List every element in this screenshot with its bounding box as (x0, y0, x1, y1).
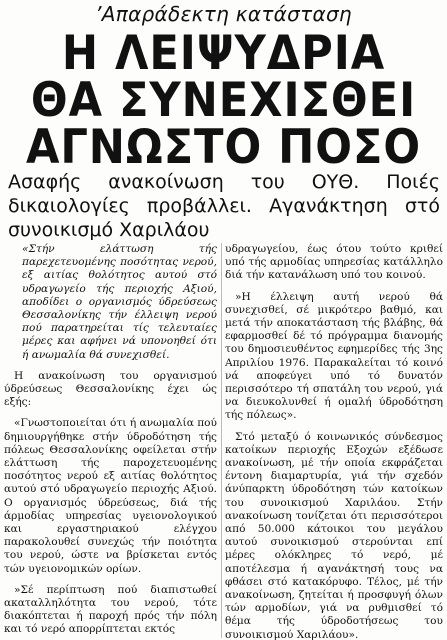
headline-line-2: ΘΑ ΣΥΝΕΧΙΣΘΕΙ (30, 73, 417, 128)
headline-line-1: Η ΛΕΙΨΥΔΡΙΑ (61, 26, 386, 81)
body-paragraph: «Γνωστοποιείται ότι ή ανωμαλία πού δημιουργήθηκε στήν ύδροδότηση τής πόλεως Θεσσαλονίκης οφείλεται στήν ελάττωση τής παροχετευομένης ποσότητος νερού εξ αιτίας θολότητος αυτού στό υδραγωγείο περιοχής Αξιού. Ο οργανισμός ύδρεύσεως, διά τής άρμοδίας υπηρεσίας υγειονολογικού και εργαστηριακού ελέγχου παρακολουθεί συνεχώς τήν ποιότητα του νερού, ώστε να βρίσκεται εντός τών υγειονομικών ορίων. (4, 417, 217, 575)
lead-paragraph: «Στήν ελάττωση τής παρεχετευομένης ποσότητας νερού, εξ αιτίας θολότητος αυτού στό υδραγωγείο τής περιοχής Αξιού, αποδίδει ο οργανισμός ύδρεύσεως Θεσσαλονίκης τήν έλλειψη νερού πού παρατηρείται τίς τελευταίες μέρες και αφήνει νά υπονοηθεί ότι ή ανωμαλία θά συνεχισθεί. (22, 243, 217, 361)
body-paragraph: »Η έλλειψη αυτή νερού θά συνεχισθεί, σέ μικρότερο βαθμό, και μετά τήν αποκατάσταση τής βλάβης, θά εφαρμοσθεί δέ τό πρόγραμμα διανομής του δημοσιευθέντος εφημερίδες τής 3ης Απριλίου 1976. Παρακαλείται τό κοινό νά αποφεύγει υπό τό δυνατόν περισσότερο τή σπατάλη του νερού, γιά να διευκολυνθεί ή ομαλή ύδροδότηση τής πόλεως». (225, 290, 443, 422)
column-divider (221, 243, 222, 638)
body-paragraph: »Σέ περίπτωση πού διαπιστωθεί ακαταλληλότητα του νερού, τότε διακόπτεται ή παροχή πρός τήν πόλη και τό νερό απορρίπτεται εκτός (4, 583, 217, 636)
body-paragraph: Στό μεταξύ ό κοινωνικός σύνδεσμος κατοίκων περιοχής Εξοχών εξέδωσε ανακοίνωση, μέ τήν οποία εκφράζεται έντονη διαμαρτυρία, γιά τήν σχεδόν άνύπαρκτη ύδροδότηση τών κατοίκων του συνοικισμού Χαριλάου. Στήν ανακοίνωση τονίζεται ότι περισσότεροι από 50.000 κάτοικοι του μεγάλου αυτού συνοικισμού στερούνται επί μέρες ολόκληρες τό νερό, μέ αποτέλεσμα ή αγανάκτησή τους να φθάσει στό κατακόρυφο. Τέλος, μέ τήν ανακοίνωση, ζητείται ή προσφυγή όλων τών αρμοδίων, γιά να ρυθμισθεί τό θέμα τής ύδροδοτήσεως του συνοικισμού Χαριλάου». (225, 430, 443, 640)
left-column (4, 243, 217, 640)
headline-line-3: ΑΓΝΩΣΤΟ ΠΟΣΟ (25, 120, 422, 175)
right-column (225, 243, 443, 640)
body-paragraph: υδραγωγείου, έως ότου τούτο κριθεί υπό τής αρμοδίας υπηρεσίας κατάλληλο διά τήν κατανάλωση υπό του κοινού. (225, 243, 443, 282)
article-kicker: ’Απαράδεκτη κατάσταση (95, 2, 352, 26)
body-paragraph: Η ανακοίνωση του οργανισμού ύδρεύσεως Θεσσαλονίκης έχει ώς εξής: (4, 369, 217, 409)
article-deck: Ασαφής ανακοίνωση του ΟΥΘ. Ποιές δικαιολογίες προβάλλει. Αγανάκτηση στό συνοικισμό Χαριλάου (8, 171, 440, 241)
